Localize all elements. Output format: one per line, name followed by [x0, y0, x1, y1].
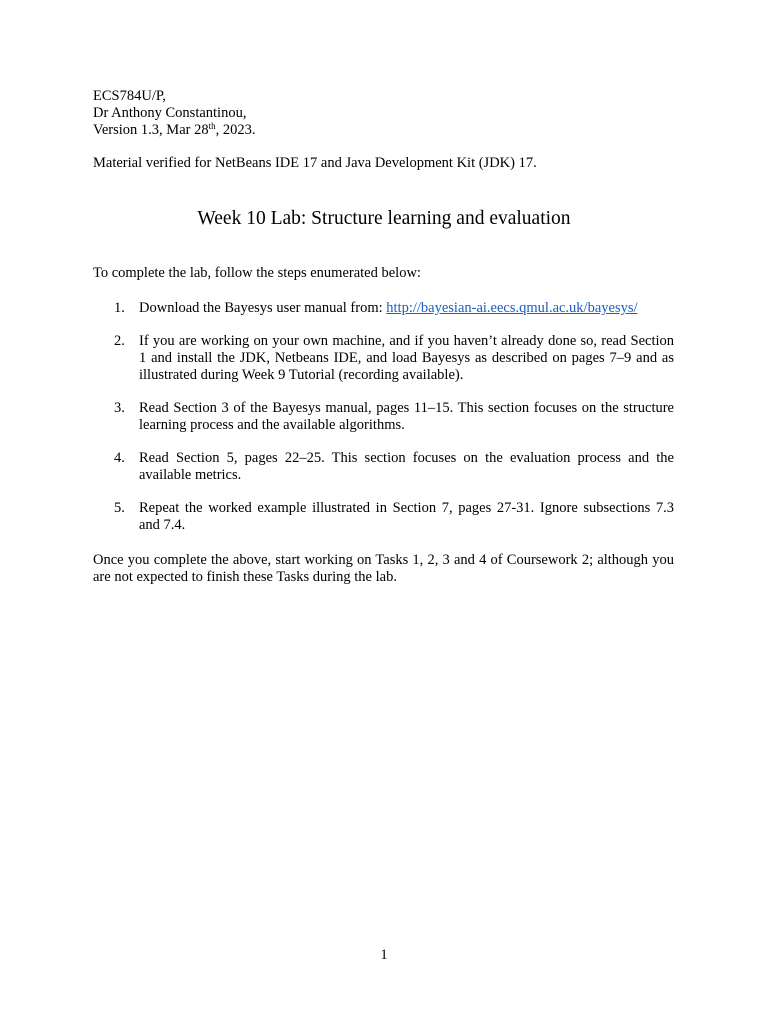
steps-list — [93, 300, 674, 550]
page-number: 1 — [380, 947, 388, 963]
list-item — [93, 333, 674, 384]
step-text: Repeat the worked example illustrated in Section 7, pages 27-31. Ignore subsections 7.3 and 7.4. — [139, 500, 674, 533]
document-header — [93, 88, 255, 139]
version-superscript: th — [208, 121, 216, 131]
version-line — [93, 122, 255, 139]
list-item — [93, 450, 674, 484]
bayesys-link[interactable]: http://bayesian-ai.eecs.qmul.ac.uk/bayesys/ — [386, 300, 638, 316]
step-number: 2. — [114, 333, 125, 349]
course-code: ECS784U/P, — [93, 88, 166, 104]
verification-note: Material verified for NetBeans IDE 17 and Java Development Kit (JDK) 17. — [93, 155, 537, 171]
list-item — [93, 400, 674, 434]
version-prefix: Version 1.3, Mar 28 — [93, 122, 209, 138]
list-item — [93, 500, 674, 534]
author-name: Dr Anthony Constantinou, — [93, 105, 247, 121]
list-item — [93, 300, 674, 317]
closing-paragraph: Once you complete the above, start working on Tasks 1, 2, 3 and 4 of Coursework 2; although you are not expected to finish these Tasks during the lab. — [93, 552, 674, 585]
intro-text: To complete the lab, follow the steps enumerated below: — [93, 265, 421, 281]
step-text: Read Section 5, pages 22–25. This section focuses on the evaluation process and the available metrics. — [139, 450, 674, 483]
step-number: 3. — [114, 400, 125, 416]
step-number: 1. — [114, 300, 125, 316]
step-text: Read Section 3 of the Bayesys manual, pages 11–15. This section focuses on the structure learning process and the available algorithms. — [139, 400, 674, 433]
step-text: If you are working on your own machine, and if you haven’t already done so, read Section 1 and install the JDK, Netbeans IDE, and load Bayesys as described on pages 7–9 and as illustrated during Week 9 Tutorial (recording available). — [139, 333, 674, 383]
step-number: 5. — [114, 500, 125, 516]
step-text: Download the Bayesys user manual from: — [139, 300, 387, 316]
step-number: 4. — [114, 450, 125, 466]
page-title: Week 10 Lab: Structure learning and evaluation — [197, 208, 571, 229]
version-suffix: , 2023. — [215, 122, 256, 138]
